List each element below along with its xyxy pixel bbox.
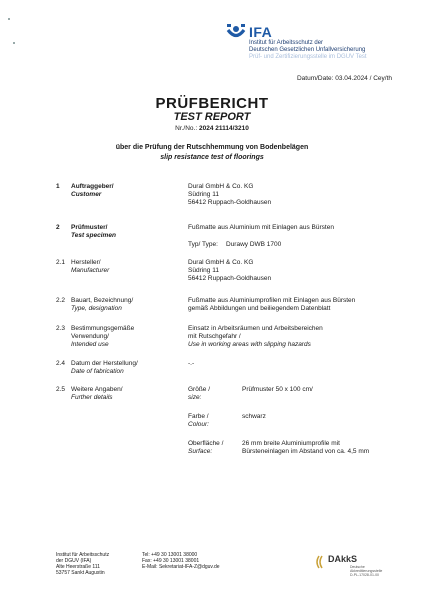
further-value: Bürsteneinlagen im Abstand von ca. 4,5 mm xyxy=(242,448,370,455)
ifa-logo xyxy=(226,24,386,62)
further-key-de: Farbe / xyxy=(188,413,209,420)
section-label-en: Test specimen xyxy=(71,232,116,239)
section-value-line: Südring 11 xyxy=(188,267,219,274)
further-key-en: Colour: xyxy=(188,421,209,428)
further-value: schwarz xyxy=(242,413,266,420)
section-label-en: Date of fabrication xyxy=(71,368,124,375)
about-en: slip resistance test of floorings xyxy=(160,154,264,161)
section-label-de: Hersteller/ xyxy=(71,259,101,266)
institute-line-2: Deutschen Gesetzlichen Unfallversicherung xyxy=(249,47,366,53)
dakks-emblem-icon xyxy=(316,555,326,569)
institute-line-3: Prüf- und Zertifizierungsstelle im DGUV Test xyxy=(249,54,367,60)
footer-line: der DGUV (IFA) xyxy=(56,558,92,564)
section-label-de: Weitere Angaben/ xyxy=(71,386,123,393)
section-value-line: 56412 Ruppach-Goldhausen xyxy=(188,199,272,206)
section-label-de-2: Verwendung/ xyxy=(71,333,109,340)
report-number-value: 2024 21114/3210 xyxy=(198,125,249,132)
dakks-small-line: Deutsche xyxy=(350,565,365,569)
section-value-line: Südring 11 xyxy=(188,191,219,198)
section-value-line-en: Use in working areas with slipping hazards xyxy=(188,341,311,348)
dakks-small xyxy=(350,565,382,577)
section-label-de: Prüfmuster/ xyxy=(71,224,108,231)
section-label-de: Bauart, Bezeichnung/ xyxy=(71,297,134,304)
dakks-label: DAkkS xyxy=(328,554,358,564)
section-value-line: gemäß Abbildungen und beiliegendem Datenblatt xyxy=(188,305,331,312)
footer-line: Institut für Arbeitsschutz xyxy=(56,552,110,558)
dakks-logo xyxy=(316,554,386,580)
scan-mark xyxy=(13,42,15,44)
footer-line: Fax: +49 30 13001 38001 xyxy=(142,558,200,564)
section-label-de: Auftraggeber/ xyxy=(71,183,114,190)
section-value-line: Fußmatte aus Aluminium mit Einlagen aus Bürsten xyxy=(188,224,334,231)
further-key-de: Größe / xyxy=(188,386,211,393)
section-number: 2.1 xyxy=(56,259,66,266)
footer-contact xyxy=(142,552,220,570)
scan-mark xyxy=(8,18,10,20)
further-value: Prüfmuster 50 x 100 cm/ xyxy=(242,386,313,393)
section-label-en: Further details xyxy=(71,394,113,401)
report-number xyxy=(0,125,424,132)
section-value-line: Einsatz in Arbeitsräumen und Arbeitsbereichen xyxy=(188,325,323,332)
section-label-en: Customer xyxy=(71,191,102,198)
footer-line: E-Mail: Sekretariat-IFA-Z@dguv.de xyxy=(142,564,220,570)
section-number: 2.2 xyxy=(56,297,66,304)
institute-line-1: Institut für Arbeitsschutz der xyxy=(249,40,324,46)
type-value: Durawy DWB 1700 xyxy=(226,241,282,248)
section-value-line: -.- xyxy=(188,360,195,367)
dakks-small-line: Akkreditierungsstelle xyxy=(350,569,383,573)
section-number: 2.4 xyxy=(56,360,66,367)
further-key-en: Surface: xyxy=(188,448,213,455)
further-value: 26 mm breite Aluminiumprofile mit xyxy=(242,440,340,447)
section-value-line: Dural GmbH & Co. KG xyxy=(188,183,254,190)
section-number: 2.3 xyxy=(56,325,66,332)
dakks-small-line: D-PL-17028-01-00 xyxy=(350,573,379,577)
report-subtitle: TEST REPORT xyxy=(173,111,251,123)
section-value-line: mit Rutschgefahr / xyxy=(188,333,241,340)
section-label-en: Manufacturer xyxy=(71,267,110,274)
footer-line: 53757 Sankt Augustin xyxy=(56,570,105,576)
footer-address xyxy=(56,552,109,576)
section-value-line: 56412 Ruppach-Goldhausen xyxy=(188,275,272,282)
about-de: über die Prüfung der Rutschhemmung von Bodenbelägen xyxy=(115,144,309,151)
footer-line: Alte Heerstraße 111 xyxy=(56,564,101,570)
section-label-en: Intended use xyxy=(71,341,109,348)
section-label-en: Type, designation xyxy=(71,305,122,312)
section-number: 2.5 xyxy=(56,386,66,393)
footer-line: Tel: +49 30 13001 38000 xyxy=(142,552,198,558)
section-value-line: Fußmatte aus Aluminiumprofilen mit Einlagen aus Bürsten xyxy=(188,297,356,304)
type-label: Typ/ Type: xyxy=(188,241,218,248)
section-label-de: Bestimmungsgemäße xyxy=(71,325,135,332)
section-label-de: Datum der Herstellung/ xyxy=(71,360,138,367)
report-number-label: Nr./No.: xyxy=(175,125,199,132)
ifa-emblem-icon xyxy=(226,24,246,42)
further-key-en: size: xyxy=(188,394,202,401)
section-value-line: Dural GmbH & Co. KG xyxy=(188,259,254,266)
section-number: 2 xyxy=(56,224,60,231)
date-line: Datum/Date: 03.04.2024 / Cey/th xyxy=(296,75,392,82)
section-number: 1 xyxy=(56,183,60,190)
report-title: PRÜFBERICHT xyxy=(155,95,269,112)
logo-text: IFA xyxy=(249,24,273,40)
further-key-de: Oberfläche / xyxy=(188,440,224,447)
